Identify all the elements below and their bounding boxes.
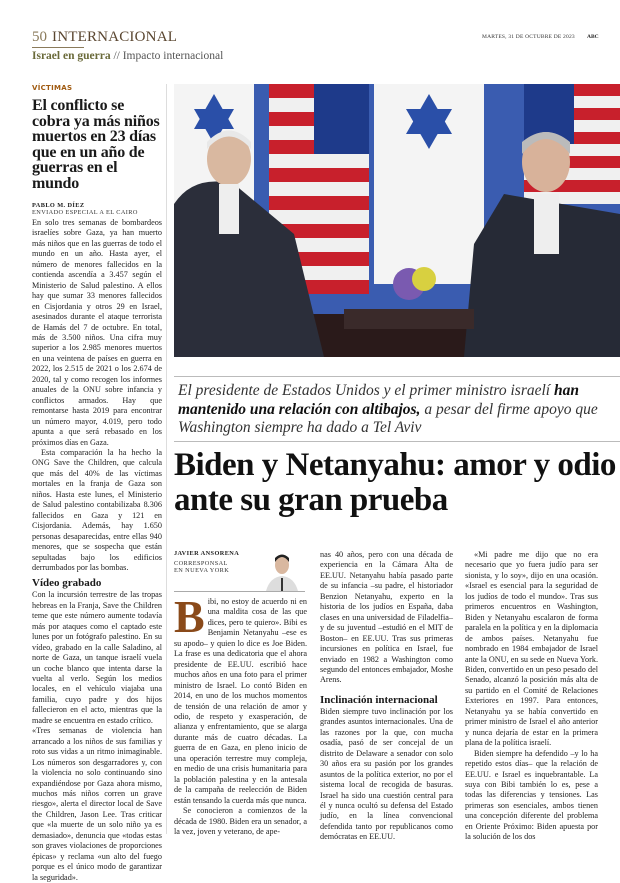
- column-divider: [166, 84, 167, 834]
- main-headline: Biden y Netanyahu: amor y odio ante su gran prueba: [174, 447, 616, 518]
- brand-logo: ABC: [587, 34, 599, 40]
- subtopic: // Impacto internacional: [113, 50, 224, 62]
- topic-line: [32, 50, 223, 62]
- paragraph: «Tres semanas de violencia han arrancado a los niños de sus familias y roto sus vidas a un ritmo inimaginable. Los números son desgarradores y, con la violencia no solo continuando sino expandiéndose por Gaza ahora mismo, muchos más niños corren un grave riesgo», alerta el director local de Save the Children, Jason Lee. Tras criticar que «la muerte de un solo niño ya es demasiado», denuncia que «todas estas son graves violaciones de proporciones épicas» y reclama «un alto del fuego porque es el único modo de garantizar la seguridad».: [32, 726, 162, 882]
- standfirst-text: El presidente de Estados Unidos y el primer ministro israelí: [178, 382, 554, 399]
- author-role: EN NUEVA YORK: [174, 567, 230, 574]
- kicker: VÍCTIMAS: [32, 84, 73, 92]
- topic: Israel en guerra: [32, 50, 111, 62]
- paragraph: Biden siempre tuvo inclinación por los grandes asuntos internacionales. Una de las razones por la que, con mucha osadía, pasó de ser concejal de un distrito de Delaware a senador con solo 30 años era su pasión por los grandes asuntos de la política exterior, no por el sistema local de recogida de basuras. Israel ha sido una cuestión central para él y nunca ocultó su defensa del Estado judío, en la línea convencional defendida tanto por republicanos como demócratas en EE.UU.: [320, 706, 453, 842]
- paragraph: En solo tres semanas de bombardeos israelíes sobre Gaza, ya han muerto más niños que en las guerras de todo el mundo en un año. Hasta ayer, el número de menores fallecidos en la contienda ascendía a 3.457 según el Ministerio de Salud palestino. A ellos hay que sumar 33 menores fallecidos en Cisjordania y otros 29 en Israel, asesinados durante el ataque terrorista de Hamás del 7 de octubre. En total, más de 3.500 niños. Una cifra muy superior a los 2.985 menores muertos en una veintena de países en guerra en 2022, los 2.515 de 2021 o los 2.674 de 2020, tal y como recogen los informes anuales de la ONU sobre infancia y conflictos armados. Hay que remontarse hasta 2019 para encontrar un número mayor, 4.019, pero todo apunta a que será rebasado en los próximos días en Gaza.: [32, 218, 162, 447]
- subheading: Vídeo grabado: [32, 577, 102, 590]
- paragraph: Biden siempre ha defendido –y lo ha repetido estos días– que la relación de EE.UU. e Israel es inquebrantable. La suya con Bibi también lo es, pese a todas las diferencias y tensiones. Las primeras son esenciales, ambos tienen una concepción diferente del problema en Oriente Próximo: Biden apuesta por la solución de los dos: [465, 748, 598, 842]
- standfirst-bold: han mantenido una relación con altibajos,: [178, 382, 579, 418]
- author-role: ENVIADO ESPECIAL A EL CAIRO: [32, 209, 138, 216]
- subheading: Inclinación internacional: [320, 693, 438, 706]
- sidebar-headline: El conflicto se cobra ya más niños muertos en 23 días que en un año de guerras en el mundo: [32, 97, 160, 192]
- drop-cap: B: [174, 591, 205, 642]
- divider: [174, 441, 620, 442]
- standfirst: [178, 382, 618, 438]
- divider: [32, 47, 84, 48]
- divider: [174, 376, 620, 377]
- author-avatar: [262, 551, 302, 591]
- article-column-2: [320, 550, 453, 843]
- article-column-1: [174, 591, 307, 837]
- dateline: MARTES, 31 DE OCTUBRE DE 2023: [482, 34, 575, 40]
- author-role: CORRESPONSAL: [174, 560, 228, 567]
- paragraph: «Mi padre me dijo que no era necesario que yo fuera judío para ser sionista, y lo soy», dijo en una ocasión. «Israel es esencial para la seguridad de los judíos de todo el mundo». Tras sus primeros encuentros en Washington, Biden y Netanyahu escalaron de forma paralela en la política y en la diplomacia de ambos países. Netanyahu fue nombrado en 1984 embajador de Israel ante la ONU, en su sede en Nueva York. Biden, convertido en un peso pesado del Senado, alcanzó la posición más alta de su partido en el Comité de Relaciones Exteriores en 1997. Para entonces, Netanyahu ya se había convertido en primer ministro de Israel el año anterior y nunca dejaría de estar en la primera plana de la política israelí.: [465, 550, 598, 748]
- paragraph: ibi, no estoy de acuerdo ni en una maldita cosa de las que dices, pero te quiero». Bibi es Benjamin Netanyahu –ese es su apodo– y quien lo dice es Joe Biden. La frase es una dedicatoria que el ahora presidente de EE.UU. escribió hace muchos años en una foto para el primer ministro de Israel. Lo contó Biden en 2014, en uno de los muchos momentos de tensión de una relación de amor y odio, de respeto y exasperación, de alianza y enfrentamiento, que se alarga durante más de cuatro décadas. La guerra de en Gaza, en pleno inicio de una operación terrestre muy compleja, en medio de una crisis humanitaria para la población palestina y en la antesala de la campaña de reelección de Biden están tensando la cuerda más que nunca.: [174, 597, 307, 805]
- paragraph: nas 40 años, pero con una década de experiencia en la Cámara Alta de EE.UU. Netanyahu había pasado parte de su infancia –su padre, el historiador Benzion Netanyahu, experto en la historia de los judíos en España, daba clases en una universidad de Filadelfia– y de su juventud –estudió en el MIT de Boston– en EE.UU. Tras sus primeras incursiones en política en Israel, fue enviado en 1982 a Washington como segundo del entonces embajador, Moshe Arens.: [320, 550, 453, 685]
- standfirst-text: a pesar del firme apoyo que Washington siempre ha dado a Tel Aviv: [178, 400, 598, 436]
- paragraph: Esta comparación la ha hecho la ONG Save the Children, que calcula que más del 40% de las víctimas mortales en la franja de Gaza son niños. Hasta este lunes, el Ministerio de Salud palestino contabilizaba 8.306 fallecidos en Gaza y 121 en Cisjordania. Además, hay 1.650 personas desaparecidas, entre ellas 940 menores, que se sospecha que están sepultadas bajo los edificios derrumbados por las bombas.: [32, 447, 162, 572]
- paragraph: Se conocieron a comienzos de la década de 1980. Biden era un senador, a la vez, joven y veterano, de ape-: [174, 806, 307, 836]
- paragraph: Con la incursión terrestre de las tropas hebreas en la Franja, Save the Children teme que este número aumente todavía más por ataques como el captado este lunes por un fotógrafo palestino. En su vídeo, grabado en la calle Saladino, al norte de Gaza, un tanque israelí vuela un coche blanco que intenta darse la vuelta al verlo. Según los medios locales, en el vehículo viajaba una familia, cuyo padre y dos hijos fallecieron en el acto, mientras que la madre se encuentra en estado crítico.: [32, 590, 162, 725]
- news-photo: [174, 84, 620, 357]
- sidebar-story: [32, 84, 162, 883]
- author-name: JAVIER ANSORENA: [174, 550, 240, 557]
- photo-biden-netanyahu: [174, 84, 620, 357]
- page-number: 50: [32, 29, 47, 45]
- section-title: INTERNACIONAL: [52, 29, 178, 45]
- article-column-3: [465, 550, 598, 843]
- author-name: PABLO M. DÍEZ: [32, 202, 85, 209]
